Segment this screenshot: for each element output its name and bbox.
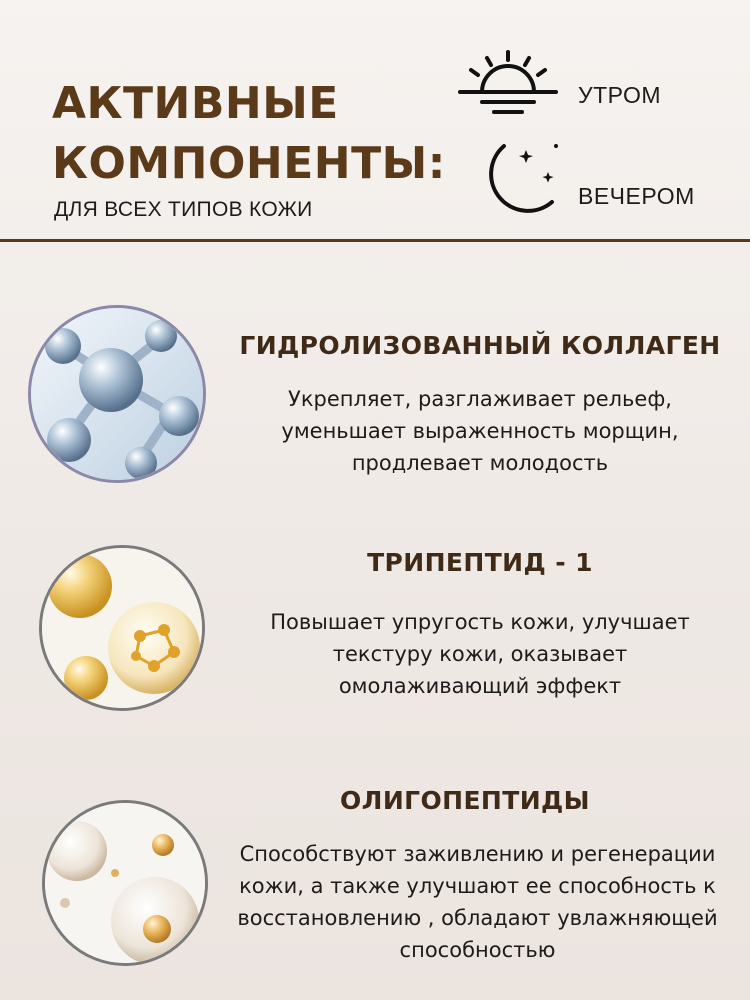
ingredient-2-description: Повышает упругость кожи, улучшает текстуру кожи, оказывает омолаживающий эффект: [270, 610, 690, 698]
ingredient-3-description: Способствуют заживлению и регенерации кожи, а также улучшают ее способность к восстановлению , обладают увлажняющей способностью: [237, 842, 718, 962]
collagen-molecule-image: [28, 305, 206, 483]
ingredient-1-heading: ГИДРОЛИЗОВАННЫЙ КОЛЛАГЕН: [239, 331, 721, 360]
ingredient-3-heading: ОЛИГОПЕПТИДЫ: [340, 786, 590, 815]
moon-stars-icon: [474, 136, 564, 222]
evening-label: ВЕЧЕРОМ: [578, 183, 695, 209]
sunrise-icon: [456, 50, 560, 118]
title-line-2: КОМПОНЕНТЫ:: [52, 138, 446, 189]
morning-label: УТРОМ: [578, 82, 662, 108]
ingredient-2-heading: ТРИПЕПТИД - 1: [367, 548, 593, 577]
title-line-1: АКТИВНЫЕ: [52, 78, 339, 129]
page-title: [52, 74, 446, 194]
tripeptide-capsules-image: [39, 545, 205, 711]
page-subtitle: ДЛЯ ВСЕХ ТИПОВ КОЖИ: [54, 198, 313, 221]
header-divider: [0, 239, 750, 242]
oligopeptides-serum-image: [42, 800, 208, 966]
ingredient-1-description: Укрепляет, разглаживает рельеф, уменьшает выраженность морщин, продлевает молодость: [281, 387, 679, 475]
